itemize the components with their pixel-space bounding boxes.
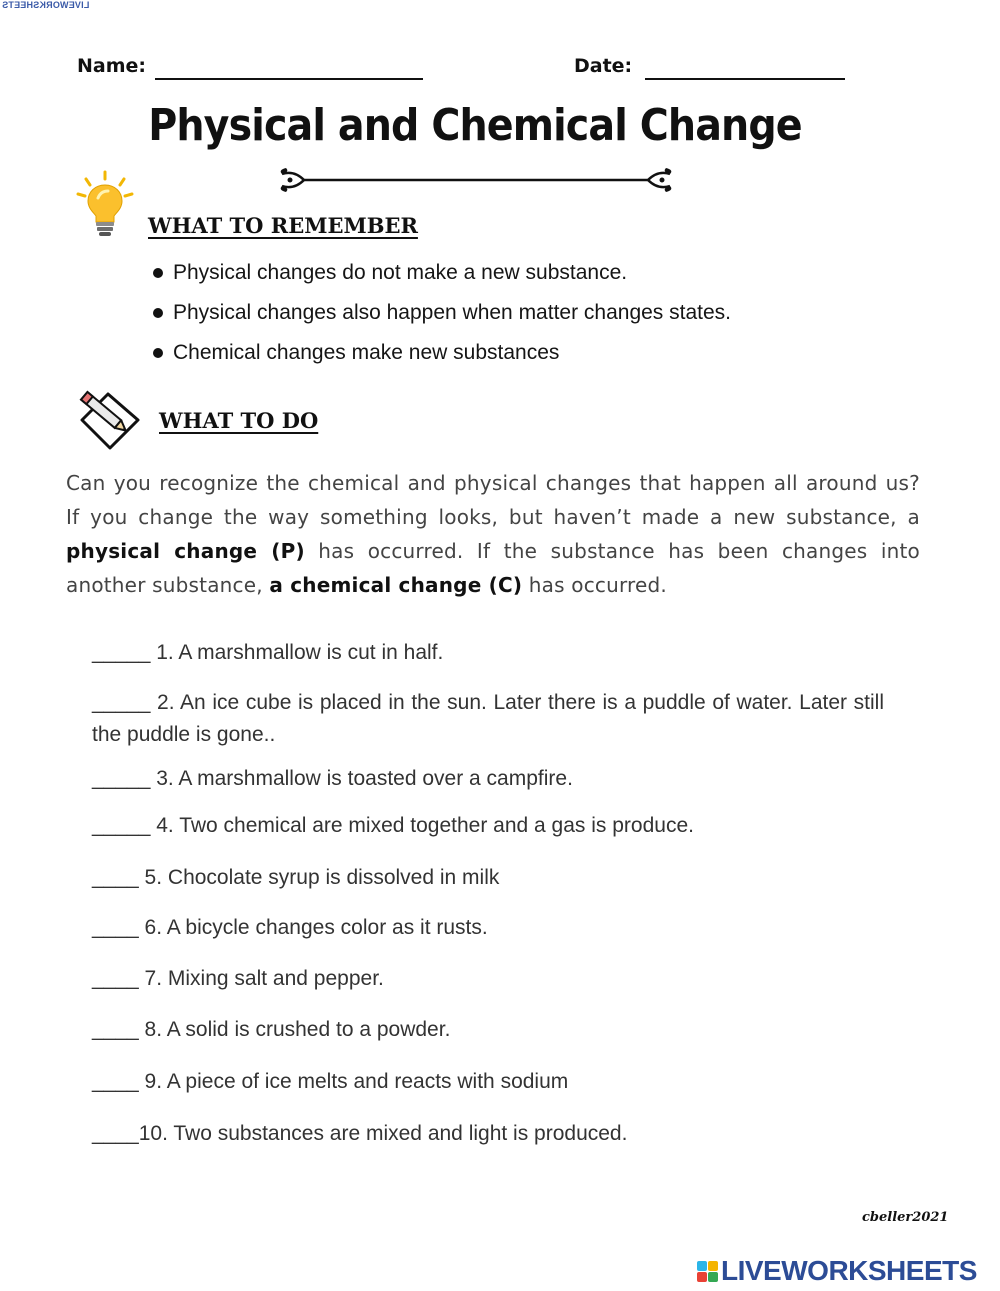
question-3[interactable]: _____ 3. A marshmallow is toasted over a campfire. (92, 767, 573, 790)
decorative-divider (276, 166, 676, 194)
list-item: Physical changes do not make a new substance. (150, 258, 731, 298)
question-2[interactable]: _____ 2. An ice cube is placed in the sun. Later there is a puddle of water. Later still the puddle is gone.. (92, 691, 884, 746)
remember-list (150, 258, 731, 378)
brand-blocks-icon (697, 1261, 718, 1282)
author-signature: cbeller2021 (862, 1210, 949, 1225)
watermark-top: LIVEWORKSHEETS (2, 0, 90, 10)
list-item: Physical changes also happen when matter changes states. (150, 298, 731, 338)
question-4[interactable]: _____ 4. Two chemical are mixed together and a gas is produce. (92, 814, 694, 837)
pencil-paper-icon (72, 384, 144, 454)
brand-text: LIVEWORKSHEETS (721, 1255, 977, 1286)
chemical-change-term: a chemical change (C) (269, 573, 523, 597)
todo-heading: WHAT TO DO (159, 408, 319, 433)
question-10[interactable]: ____10. Two substances are mixed and light is produced. (92, 1122, 628, 1145)
date-field[interactable] (645, 78, 845, 80)
brand-logo[interactable] (697, 1255, 977, 1287)
date-label: Date: (574, 55, 633, 77)
name-field[interactable] (155, 78, 423, 80)
question-8[interactable]: ____ 8. A solid is crushed to a powder. (92, 1018, 451, 1041)
physical-change-term: physical change (P) (66, 539, 305, 563)
question-5[interactable]: ____ 5. Chocolate syrup is dissolved in milk (92, 866, 500, 889)
question-9[interactable]: ____ 9. A piece of ice melts and reacts with sodium (92, 1070, 569, 1093)
remember-heading: WHAT TO REMEMBER (148, 213, 418, 238)
question-1[interactable]: _____ 1. A marshmallow is cut in half. (92, 641, 444, 664)
instructions-paragraph: Can you recognize the chemical and physical changes that happen all around us? If you change the way something looks, but haven’t made a new substance, a physical change (P) has occurred. If the substance has been changes into another substance, a chemical change (C) has occurred. (66, 471, 920, 597)
question-7[interactable]: ____ 7. Mixing salt and pepper. (92, 967, 384, 990)
name-label: Name: (77, 55, 147, 77)
question-6[interactable]: ____ 6. A bicycle changes color as it rusts. (92, 916, 488, 939)
lightbulb-icon (74, 170, 136, 240)
page-title: Physical and Chemical Change (148, 100, 802, 151)
list-item: Chemical changes make new substances (150, 338, 731, 378)
